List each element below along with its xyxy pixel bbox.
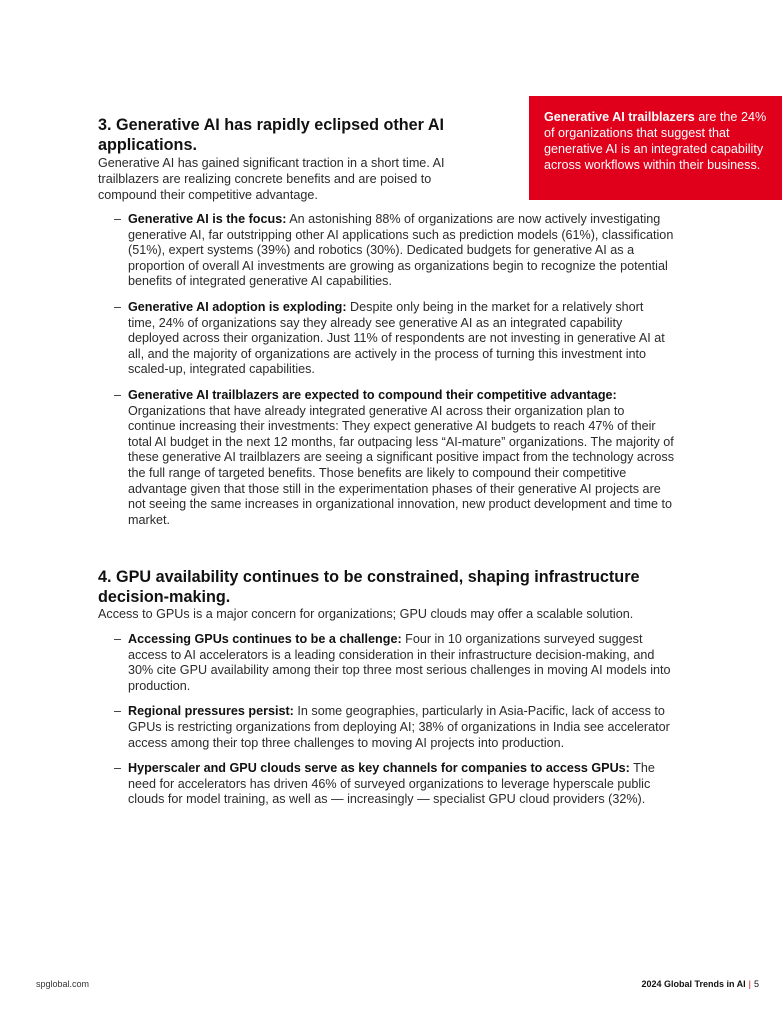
- list-item: [114, 212, 674, 290]
- list-dash: –: [114, 299, 122, 314]
- item-lead: Accessing GPUs continues to be a challenge:: [128, 632, 402, 646]
- item-lead: Hyperscaler and GPU clouds serve as key channels for companies to access GPUs:: [128, 761, 630, 776]
- item-body: Despite only being in the market for a relatively short time, 24% of organizations say they already see generative AI as an integrated capability deployed across their organization. Just 11% of respondents are not investing in generative AI at all, and the majority of organizations are actively in the process of turning this investment into scaled-up, integrated capabilities.: [128, 299, 665, 377]
- list-item: [114, 704, 674, 751]
- section-4-intro: Access to GPUs is a major concern for organizations; GPU clouds may offer a scalable solution.: [98, 607, 634, 621]
- page-number: 5: [753, 979, 759, 989]
- footer-separator: |: [748, 979, 751, 989]
- list-dash: –: [114, 704, 122, 719]
- list-dash: –: [114, 761, 122, 776]
- list-dash: –: [114, 387, 122, 402]
- footer-website: spglobal.com: [36, 979, 90, 989]
- item-body: Four in 10 organizations surveyed suggest access to AI accelerators is a leading consideration in their infrastructure decision-making, and 30% cite GPU availability among their top three most serious challenges in moving AI models into production.: [128, 632, 671, 693]
- item-lead: Generative AI trailblazers are expected to compound their competitive advantage:: [128, 387, 617, 402]
- list-item: [114, 388, 674, 528]
- list-item: [114, 632, 674, 694]
- item-lead: Generative AI is the focus:: [128, 212, 287, 226]
- footer-report-title: 2024 Global Trends in AI: [641, 979, 746, 989]
- section-4-list: [114, 632, 674, 818]
- section-3-intro: Generative AI has gained significant traction in a short time. AI trailblazers are realizing concrete benefits and are poised to compound their competitive advantage.: [98, 156, 445, 202]
- item-body: An astonishing 88% of organizations are now actively investigating generative AI, far outstripping other AI applications such as prediction models (61%), classification (51%), expert systems (39%) and robotics (30%). Dedicated budgets for generative AI as a proportion of overall AI investments are growing as organizations begin to recognize the potential benefits of integrated generative AI capabilities.: [128, 212, 674, 289]
- item-lead: Generative AI adoption is exploding:: [128, 299, 347, 314]
- list-dash: –: [114, 632, 122, 646]
- footer-page-info: [641, 979, 759, 989]
- trailblazers-callout: [529, 96, 782, 200]
- section-3-heading: 3. Generative AI has rapidly eclipsed other AI applications.: [98, 116, 445, 154]
- item-lead: Regional pressures persist:: [128, 704, 294, 719]
- item-body: In some geographies, particularly in Asia-Pacific, lack of access to GPUs is restricting organizations from deploying AI; 38% of organizations in India see accelerator access among their top three challenges to moving AI projects into production.: [128, 704, 670, 750]
- item-body: Organizations that have already integrated generative AI across their organization plan to continue increasing their investments: They expect generative AI budgets to reach 47% of their total AI budget in the next 12 months, far outpacing less “AI-mature” organizations. The majority of these generative AI trailblazers are seeing a significant positive impact from the technology across the full range of targeted benefits. Those benefits are likely to compound their competitive advantage given that those still in the experimentation phases of their generative AI projects are not seeing the same increases in organizational innovation, new product development and time to market.: [128, 403, 675, 527]
- list-dash: –: [114, 212, 122, 226]
- callout-definition: are the 24% of organizations that suggest that generative AI is an integrated capability across workflows within their business.: [544, 110, 767, 172]
- callout-term: Generative AI trailblazers: [544, 110, 695, 124]
- item-body: The need for accelerators has driven 46% of surveyed organizations to leverage hyperscale public clouds for model training, as well as — increasingly — specialist GPU cloud providers (32%).: [128, 761, 655, 807]
- list-item: [114, 300, 674, 378]
- section-3-list: [114, 212, 674, 538]
- section-4-heading: 4. GPU availability continues to be constrained, shaping infrastructure decision-making.: [98, 568, 640, 606]
- list-item: [114, 761, 674, 808]
